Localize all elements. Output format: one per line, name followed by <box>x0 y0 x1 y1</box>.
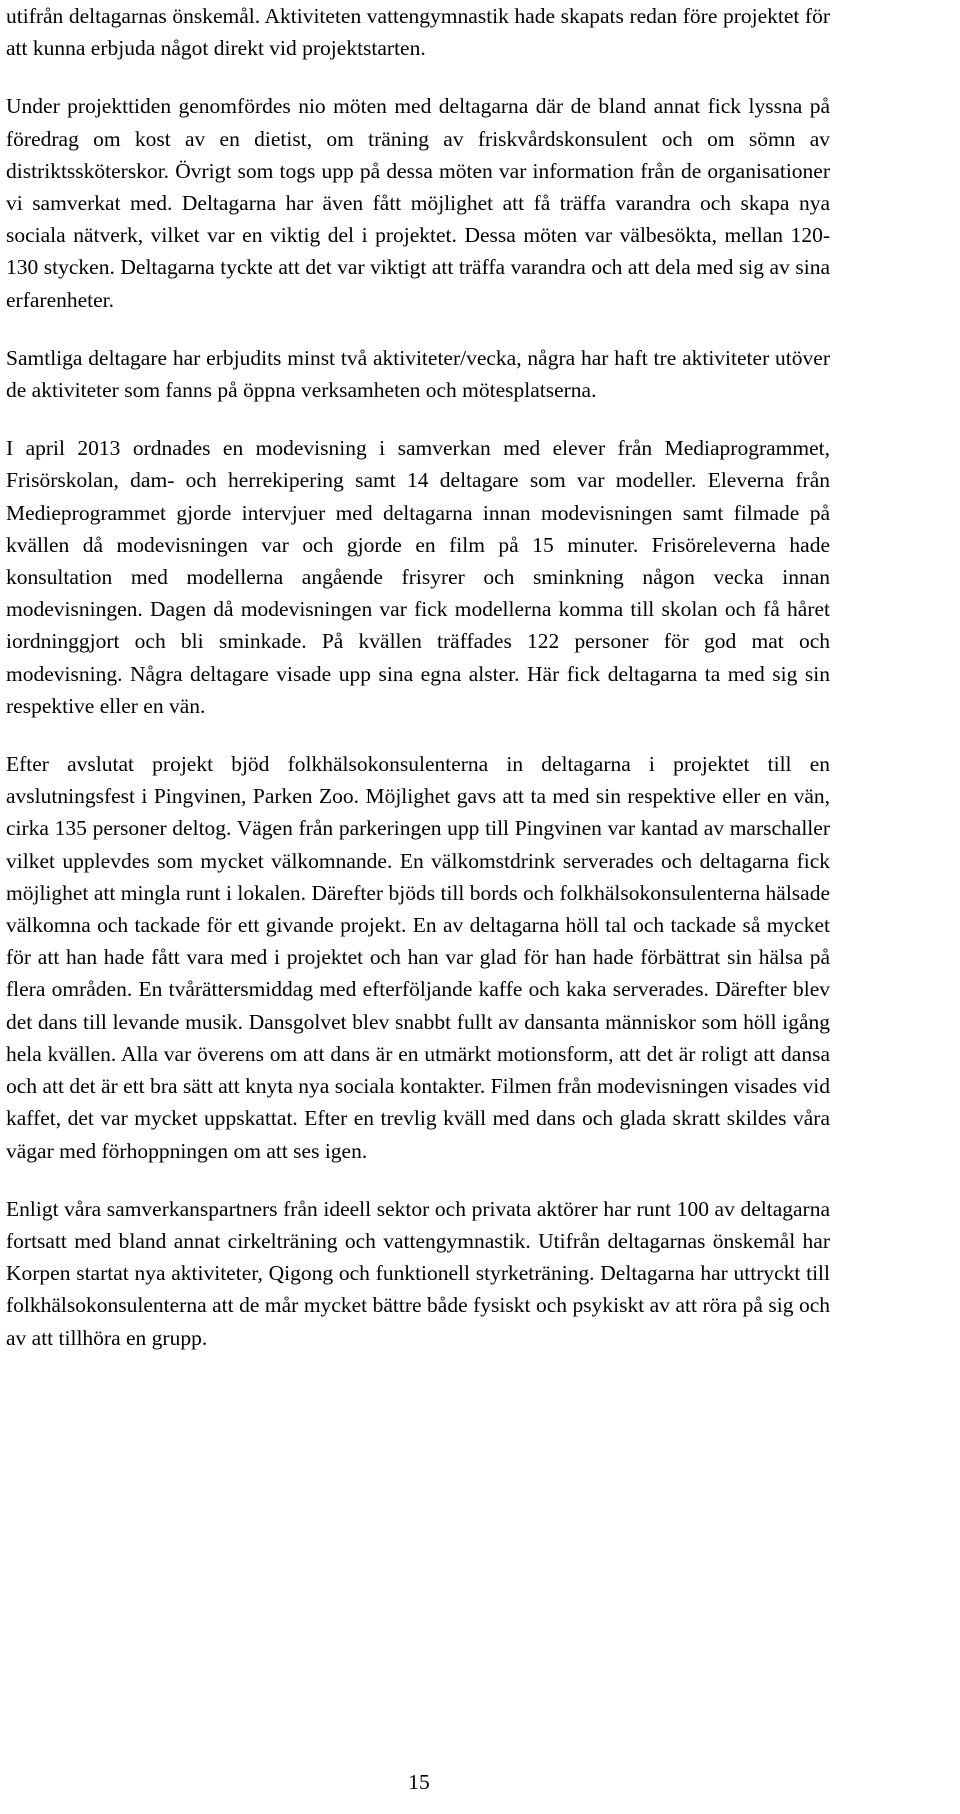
page-number: 15 <box>408 1770 430 1794</box>
paragraph-closing-party: Efter avslutat projekt bjöd folkhälsokonsulenterna in deltagarna i projektet till en avslutningsfest i Pingvinen, Parken Zoo. Möjlighet gavs att ta med sin respektive eller en vän, cirka 135 personer deltog. Vägen från parkeringen upp till Pingvinen var kantad av marschaller vilket upplevdes som mycket välkomnande. En välkomstdrink serverades och deltagarna fick möjlighet att mingla runt i lokalen. Därefter bjöds till bords och folkhälsokonsulenterna hälsade välkomna och tackade för ett givande projekt. En av deltagarna höll tal och tackade så mycket för att han hade fått vara med i projektet och han var glad för han hade förbättrat sin hälsa på flera områden. En tvårättersmiddag med efterföljande kaffe och kaka serverades. Därefter blev det dans till levande musik. Dansgolvet blev snabbt fullt av dansanta människor som höll igång hela kvällen. Alla var överens om att dans är en utmärkt motionsform, att det är roligt att dansa och att det är ett bra sätt att knyta nya sociala kontakter. Filmen från modevisningen visades vid kaffet, det var mycket uppskattat. Efter en trevlig kväll med dans och glada skratt skildes våra vägar med förhoppningen om att ses igen. <box>6 752 830 1163</box>
paragraph-activities: Samtliga deltagare har erbjudits minst två aktiviteter/vecka, några har haft tre aktiviteter utöver de aktiviteter som fanns på öppna verksamheten och mötesplatserna. <box>6 345 830 403</box>
paragraph-fashion-show: I april 2013 ordnades en modevisning i samverkan med elever från Mediaprogrammet, Frisörskolan, dam- och herrekipering samt 14 deltagare som var modeller. Eleverna från Medieprogrammet gjorde intervjuer med deltagarna innan modevisningen samt filmade på kvällen då modevisningen var och gjorde en film på 15 minuter. Frisöreleverna hade konsultation med modellerna angående frisyrer och sminkning någon vecka innan modevisningen. Dagen då modevisningen var fick modellerna komma till skolan och få håret iordninggjort och bli sminkade. På kvällen träffades 122 personer för god mat och modevisning. Några deltagare visade upp sina egna alster. Här fick deltagarna ta med sig sin respektive eller en vän. <box>6 436 830 718</box>
paragraph-continuation: utifrån deltagarnas önskemål. Aktiviteten vattengymnastik hade skapats redan före projektet för att kunna erbjuda något direkt vid projektstarten. <box>6 4 830 61</box>
paragraph-meetings: Under projekttiden genomfördes nio möten med deltagarna där de bland annat fick lyssna på föredrag om kost av en dietist, om träning av friskvårdskonsulent och om sömn av distriktssköterskor. Övrigt som togs upp på dessa möten var information från de organisationer vi samverkat med. Deltagarna har även fått möjlighet att få träffa varandra och skapa nya sociala nätverk, vilket var en viktig del i projektet. Dessa möten var välbesökta, mellan 120-130 stycken. Deltagarna tyckte att det var viktigt att träffa varandra och att dela med sig av sina erfarenheter. <box>6 94 830 312</box>
paragraph-follow-up: Enligt våra samverkanspartners från ideell sektor och privata aktörer har runt 100 av deltagarna fortsatt med bland annat cirkelträning och vattengymnastik. Utifrån deltagarnas önskemål har Korpen startat nya aktiviteter, Qigong och funktionell styrketräning. Deltagarna har uttryckt till folkhälsokonsulenterna att de mår mycket bättre både fysiskt och psykiskt av att röra på sig och av att tillhöra en grupp. <box>6 1196 830 1350</box>
body-text <box>6 0 830 1380</box>
